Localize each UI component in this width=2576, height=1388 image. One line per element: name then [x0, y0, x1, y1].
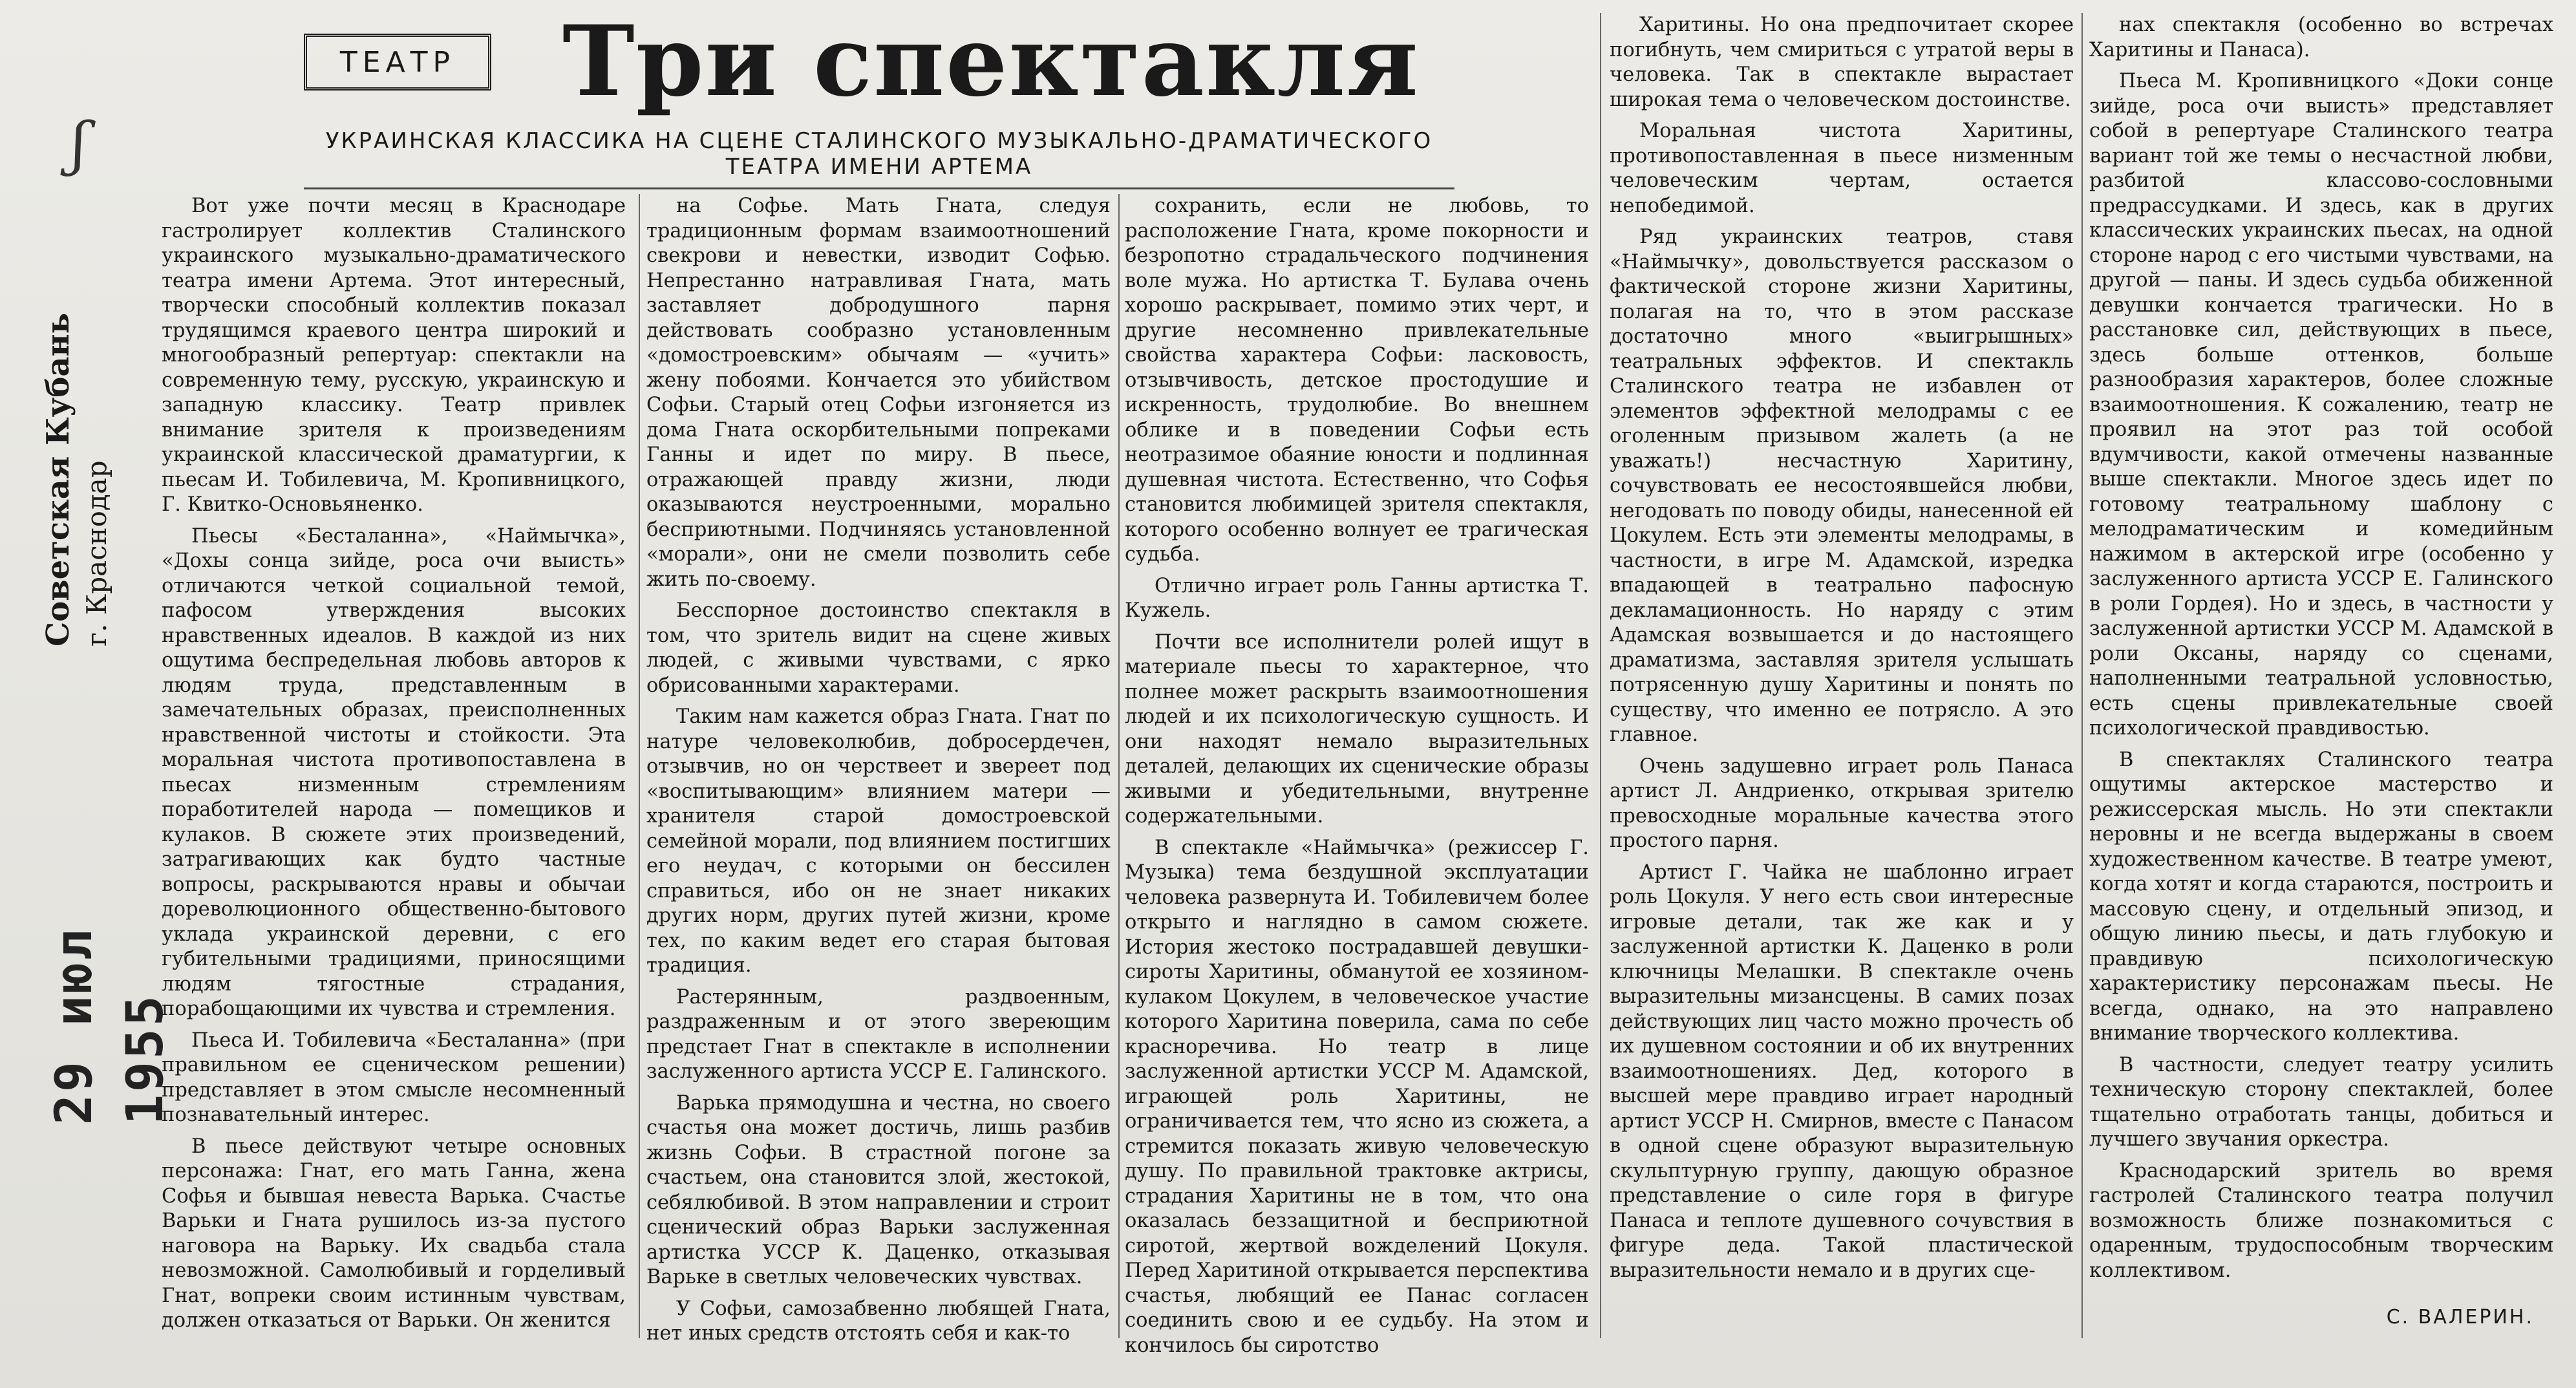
newspaper-masthead-stamp: [39, 310, 123, 646]
article-paragraph: Бесспорное достоинство спектакля в том, что зритель видит на сцене живых людей, с живыми чувствами, с ярко обрисованными характерами.: [646, 599, 1111, 697]
column-rule: [1600, 13, 1601, 1338]
article-subtitle: УКРАИНСКАЯ КЛАССИКА НА СЦЕНЕ СТАЛИНСКОГО МУЗЫКАЛЬНО-ДРАМАТИЧЕСКОГО ТЕАТРА ИМЕНИ АРТЕМА: [325, 128, 1433, 180]
article-paragraph: Очень задушевно играет роль Панаса артист Л. Андриенко, открывая зрителю превосходные моральные качества этого простого парня.: [1610, 754, 2074, 852]
header-rule: [304, 187, 1454, 189]
article-paragraph: Варька прямодушна и честна, но своего счастья она может достичь, лишь разбив жизнь Софьи. В страстной погоне за счастьем, она становится злой, жестокой, себялюбивой. В этом направлении и строит сценический образ Варьки заслуженная артистка УССР К. Даценко, отказывая Варьке в светлых человеческих чувствах.: [646, 1091, 1111, 1288]
date-stamp: 29 июл 1955: [45, 927, 175, 1125]
text-column-5: [2089, 13, 2553, 1293]
text-column-4: [1610, 13, 2074, 1338]
section-rubric: ТЕАТР: [304, 34, 491, 91]
newspaper-name: Советская Кубань: [40, 312, 76, 646]
article-paragraph: Артист Г. Чайка не шаблонно играет роль Цокуля. У него есть свои интересные игровые детали, так же как и у заслуженной артистки К. Даценко в роли ключницы Мелашки. В спектакле очень выразительны мизансцены. В самих позах действующих лиц часто можно прочесть об их душевном состоянии и об их внутренних взаимоотношениях. Дед, которого в высшей мере правдиво играет народный артист УССР Н. Смирнов, вместе с Панасом в одной сцене образуют выразительную скульптурную группу, дающую образное представление о силе горя в фигуре Панаса и теплоте душевного сочувствия в фигуре деда. Такой пластической выразительности немало и в других сце-: [1610, 860, 2074, 1282]
article-paragraph: Таким нам кажется образ Гната. Гнат по натуре человеколюбив, добросердечен, отзывчив, но он черствеет и звереет под «воспитывающим» влиянием матери — хранителя старой домостроевской семейной морали, под влиянием постигших его неудач, с которыми он бессилен справиться, ибо он не знает никаких других норм, других путей жизни, кроме тех, по каким ведет его старая бытовая традиция.: [646, 705, 1111, 977]
article-paragraph: Отлично играет роль Ганны артистка Т. Кужель.: [1125, 574, 1589, 622]
article-paragraph: Почти все исполнители ролей ищут в материале пьесы то характерное, что полнее может раскрыть взаимоотношения людей и их психологическую сущность. И они находят немало выразительных деталей, делающих их сценические образы живыми и убедительными, внутренне содержательными.: [1125, 630, 1589, 827]
handwritten-mark: ʃ: [71, 110, 87, 178]
article-paragraph: Пьесы «Бесталанна», «Наймычка», «Дохы сонца зийде, роса очи выисть» отличаются четкой социальной темой, пафосом утверждения высоких нравственных идеалов. В каждой из них ощутима беспредельная любовь авторов к людям труда, представленным в замечательных образах, преисполненных нравственной чистоты и стойкости. Эта моральная чистота противопоставлена в пьесах низменным стремлениям поработителей народа — помещиков и кулаков. В сюжете этих произведений, затрагивающих как будто частные вопросы, раскрываются нравы и обычаи дореволюционного общественно-бытового уклада украинской деревни, с его губительными традициями, приносящими людям тягостные страдания, порабощающими их чувства и стремления.: [162, 524, 626, 1020]
column-rule: [2081, 13, 2083, 1338]
article-paragraph: В пьесе действуют четыре основных персонажа: Гнат, его мать Ганна, жена Софья и бывшая невеста Варька. Счастье Варьки и Гната рушилось из-за пустого наговора на Варьку. Их свадьба стала невозможной. Самолюбивый и горделивый Гнат, вопреки своим истинным чувствам, должен отказаться от Варьки. Он женится: [162, 1135, 626, 1332]
article-paragraph: Моральная чистота Харитины, противопоставленная в пьесе низменным человеческим чертам, остается непобедимой.: [1610, 120, 2074, 217]
article-paragraph: В спектаклях Сталинского театра ощутимы актерское мастерство и режиссерская мысль. Но эти спектакли неровны и не всегда выдержаны в своем художественном качестве. В театре умеют, когда хотят и когда стараются, построить и массовую сцену, и отдельный эпизод, и общую линию пьесы, и дать глубокую и правдивую психологическую характеристику персонажам пьесы. Не всегда, однако, на это направлено внимание творческого коллектива.: [2089, 748, 2553, 1045]
column-rule: [1118, 194, 1120, 1338]
article-paragraph: нах спектакля (особенно во встречах Харитины и Панаса).: [2089, 14, 2553, 61]
article-paragraph: У Софьи, самозабвенно любящей Гната, нет иных средств отстоять себя и как-то: [646, 1297, 1111, 1345]
text-column-3: [1125, 194, 1589, 1357]
article-paragraph: Пьеса И. Тобилевича «Бесталанна» (при правильном ее сценическом решении) представляет в этом смысле несомненный познавательный интерес.: [162, 1029, 626, 1126]
article-paragraph: Ряд украинских театров, ставя «Наймычку», довольствуется рассказом о фактической стороне жизни Харитины, полагая на то, что в этом рассказе достаточно много «выигрышных» театральных эффектов. И спектакль Сталинского театра не избавлен от элементов эффектной мелодрамы с ее оголенным призывом жалеть (а не уважать!) несчастную Харитину, сочувствовать ее несостоявшейся любви, негодовать по поводу обиды, нанесенной ей Цокулем. Есть эти элементы мелодрамы, в частности, в игре М. Адамской, изредка впадающей в театрально пафосную декламационность. Но наряду с этим Адамская возвышается и до настоящего драматизма, заставляя зрителя услышать потрясенную душу Харитины и понять по существу, что именно ее потрясло. А это главное.: [1610, 226, 2074, 746]
article-title: Три спектакля: [562, 5, 1420, 118]
article-paragraph: Харитины. Но она предпочитает скорее погибнуть, чем смириться с утратой веры в человека. Так в спектакле вырастает широкая тема о человеческом достоинстве.: [1610, 14, 2074, 111]
article-paragraph: на Софье. Мать Гната, следуя традиционным формам взаимоотношений свекрови и невестки, изводит Софью. Непрестанно натравливая Гната, мать заставляет добродушного парня действовать сообразно установленным «домостроевским» обычаям — «учить» жену побоями. Кончается это убийством Софьи. Старый отец Софьи изгоняется из дома Гната оскорбительными попреками Ганны и идет по миру. В пьесе, отражающей правду жизни, люди оказываются неустроенными, морально бесприютными. Подчиняясь установленной «морали», они не смели позволить себе жить по-своему.: [646, 195, 1111, 591]
article-paragraph: В спектакле «Наймычка» (режиссер Г. Музыка) тема бездушной эксплуатации человека развернута И. Тобилевичем более открыто и наглядно в самом сюжете. История жестоко пострадавшей девушки-сироты Харитины, обманутой ее хозяином-кулаком Цокулем, в человеческое участие которого Харитина поверила, сама по себе красноречива. Но театр в лице заслуженной артистки УССР М. Адамской, играющей роль Харитины, не ограничивается тем, что ясно из сюжета, а стремится показать живую человеческую душу. По правильной трактовке актрисы, страдания Харитины не в том, что она оказалась беззащитной и бесприютной сиротой, жертвой вожделений Цокуля. Перед Харитиной открывается перспектива счастья, любящий ее Панас согласен соединить свою и ее судьбу. На этом и кончилось бы сиротство: [1125, 836, 1589, 1357]
article-paragraph: Пьеса М. Кропивницкого «Доки сонце зийде, роса очи выисть» представляет собой в репертуаре Сталинского театра вариант той же темы о несчастной любви, разбитой классово-сословными предрассудками. И здесь, как в других классических украинских пьесах, на одной стороне народ с его чистыми чувствами, на другой — паны. И здесь судьба обиженной девушки кончается трагически. Но в расстановке сил, действующих в пьесе, здесь больше оттенков, больше разнообразия характеров, более сложные взаимоотношения. К сожалению, театр не проявил на этот раз той особой вдумчивости, какой отмечены названные выше спектакли. Многое здесь идет по готовому театральному шаблону с мелодраматическим и комедийным нажимом в актерской игре (особенно у заслуженного артиста УССР Е. Галинского в роли Гордея). Но и здесь, в частности у заслуженной артистки УССР М. Адамской в роли Оксаны, наряду со сценами, наполненными театральной условностью, есть сцены привлекательные своей психологической правдивостью.: [2089, 70, 2553, 740]
article-paragraph: Растерянным, раздвоенным, раздраженным и от этого звереющим предстает Гнат в спектакле в исполнении заслуженного артиста УССР Е. Галинского.: [646, 985, 1111, 1083]
text-column-2: [646, 194, 1111, 1345]
author-signature: С. ВАЛЕРИН.: [2386, 1306, 2534, 1329]
article-paragraph: Краснодарский зритель во время гастролей Сталинского театра получил возможность ближе познакомиться с одаренным, трудоспособным творческим коллективом.: [2089, 1159, 2553, 1282]
article-paragraph: сохранить, если не любовь, то расположение Гната, кроме покорности и безропотно страдальческого подчинения воле мужа. Но артистка Т. Булава очень хорошо раскрывает, помимо этих черт, и другие несомненно привлекательные свойства характера Софьи: ласковость, отзывчивость, детское простодушие и искренность, трудолюбие. Во внешнем облике и в поведении Софьи есть неотразимое обаяние юности и подлинная душевная чистота. Естественно, что Софья становится любимицей зрителя спектакля, которого особенно волнует ее трагическая судьба.: [1125, 195, 1589, 566]
column-rule: [639, 194, 640, 1338]
text-column-1: [162, 194, 626, 1338]
article-paragraph: Вот уже почти месяц в Краснодаре гастролирует коллектив Сталинского украинского музыкально-драматического театра имени Артема. Этот интересный, творчески способный коллектив показал трудящимся краевого центра широкий и многообразный репертуар: спектакли на современную тему, русскую, украинскую и западную классику. Театр привлек внимание зрителя к произведениям украинской классической драматургии, к пьесам И. Тобилевича, М. Кропивницкого, Г. Квитко-Основьяненко.: [162, 195, 626, 516]
article-paragraph: В частности, следует театру усилить техническую сторону спектаклей, более тщательно отработать танцы, добиться и лучшего звучания оркестра.: [2089, 1053, 2553, 1151]
newspaper-city: г. Краснодар: [81, 460, 112, 646]
